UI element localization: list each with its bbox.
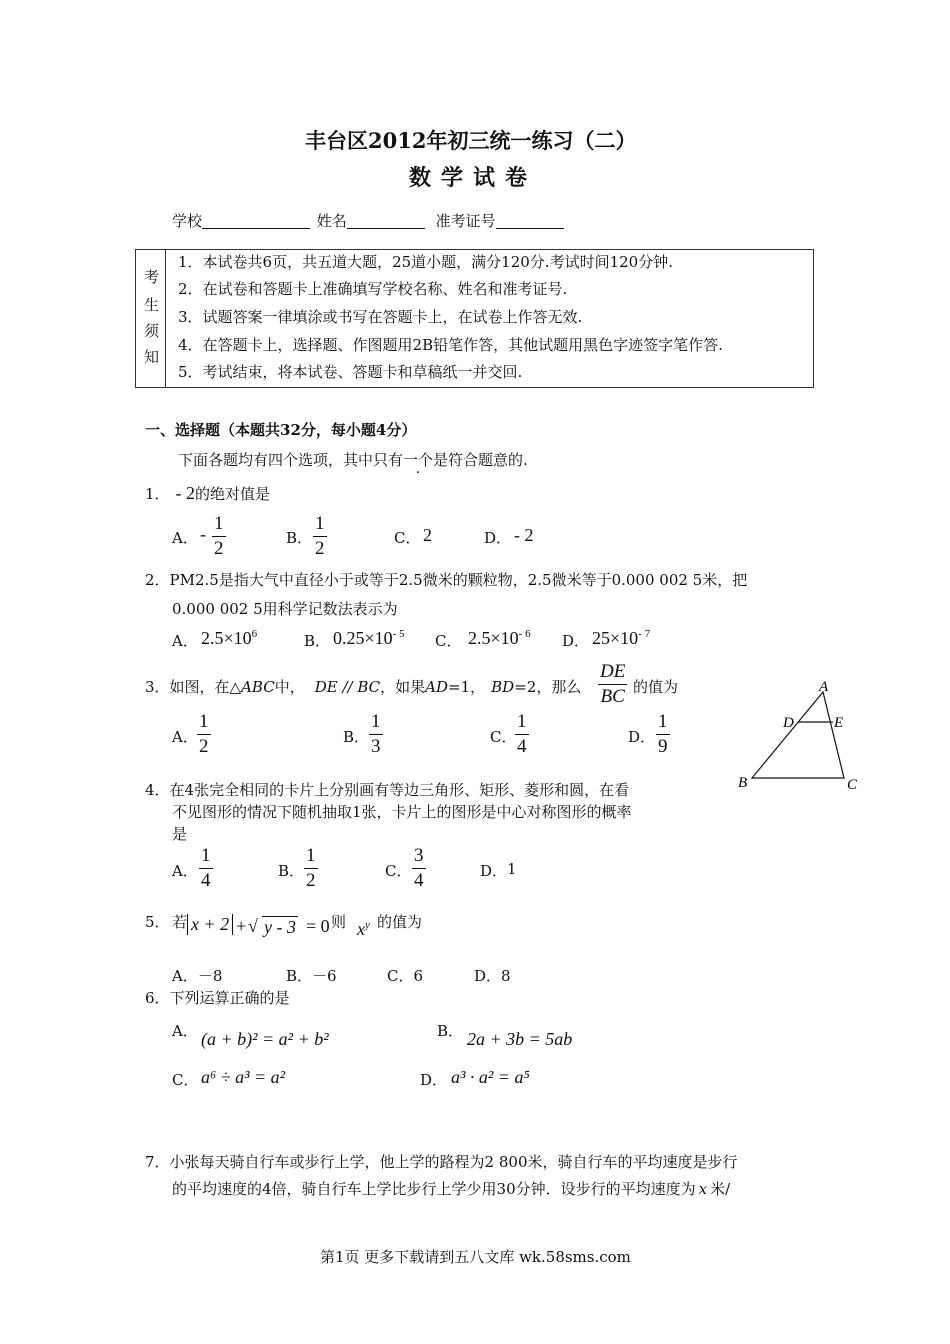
fraction-numerator: 1: [315, 513, 325, 534]
q2-b-base: 0.25×10: [333, 628, 393, 648]
q5-ruo: 若: [172, 913, 188, 931]
notice-side-char: 生: [144, 296, 160, 314]
q7-line2: [172, 1178, 730, 1199]
q3-bd: BD: [491, 678, 515, 696]
q5-option-a: A．－8: [172, 967, 223, 985]
q5-power: [357, 919, 370, 940]
q3-text: 如图，在△: [169, 678, 242, 696]
q2-label-c: C．: [435, 632, 462, 650]
notice-item: 2．在试卷和答题卡上准确填写学校名称、姓名和准考证号.: [178, 280, 568, 298]
q6-d-expr: a³ · a² = a⁵: [451, 1067, 530, 1087]
q2-number: 2．: [145, 571, 170, 589]
notice-side-char: 知: [144, 348, 160, 366]
notice-side-column: [136, 250, 166, 387]
q5-sqrt-sign: √: [248, 916, 258, 936]
q1-stem: [145, 483, 270, 504]
fraction-denominator: 9: [658, 735, 668, 757]
q2-label-d: D．: [562, 632, 590, 650]
point-label-c: C: [847, 777, 858, 793]
q2-d-value: [592, 628, 650, 649]
triangle-figure: [735, 675, 865, 795]
q2-label-b: B．: [304, 632, 331, 650]
q3-label-b: B．: [343, 728, 370, 746]
q7-variable: x: [698, 1180, 708, 1198]
q3-stem: [145, 676, 581, 697]
triangle-abc: [752, 692, 844, 778]
q4-line3: 是: [172, 825, 188, 843]
q1-b-fraction: [313, 513, 327, 560]
q2-text: PM2.5是指大气中直径小于或等于2.5微米的颗粒物，2.5微米等于0.000 002 5米，把: [169, 571, 748, 589]
q2-line1: [145, 569, 747, 590]
fraction-denominator: 3: [371, 735, 381, 757]
q5-sqrt-expr: y - 3: [264, 917, 296, 937]
fraction-denominator: BC: [600, 685, 625, 707]
fraction-numerator: 1: [199, 711, 209, 732]
q3-text: ，如果: [380, 678, 426, 696]
q5-equals: = 0: [306, 916, 330, 936]
notice-item: 3．试题答案一律填涂或书写在答题卡上，在试卷上作答无效.: [178, 308, 583, 326]
q4-label-a: A．: [172, 862, 198, 880]
q3-label-c: C．: [490, 728, 517, 746]
notice-item: 4．在答题卡上，选择题、作图题用2B铅笔作答，其他试题用黑色字迹签字笔作答.: [178, 336, 723, 354]
school-label: 学校: [172, 212, 203, 230]
q7-text: 小张每天骑自行车或步行上学，他上学的路程为2 800米，骑自行车的平均速度是步行: [169, 1153, 738, 1171]
q6-b-expr: 2a + 3b = 5ab: [467, 1029, 573, 1049]
q5-option-c: C．6: [387, 967, 424, 985]
name-label: 姓名: [316, 212, 347, 230]
q1-d-value: - 2: [514, 525, 534, 545]
q3-label-a: A．: [172, 728, 198, 746]
q1-label-c: C．: [394, 529, 421, 547]
q5-ze: 则: [331, 913, 347, 931]
q2-a-base: 2.5×10: [201, 628, 252, 648]
intro-emphasis: 一个: [403, 451, 434, 469]
q6-a-expr: (a + b)² = a² + b²: [201, 1029, 329, 1049]
fraction-numerator: 1: [371, 711, 381, 732]
q5-option-b: B．－6: [286, 967, 337, 985]
intro-text: 下面各题均有四个选项，其中只有: [178, 451, 404, 469]
point-label-d: D: [783, 715, 794, 731]
point-label-e: E: [834, 715, 844, 731]
fraction-denominator: 2: [306, 869, 316, 891]
exam-subtitle: 数学试卷: [409, 165, 538, 191]
notice-side-char: 须: [144, 322, 160, 340]
q2-b-exp: - 5: [392, 628, 405, 640]
q2-d-exp: - 7: [638, 628, 651, 640]
q2-line2: 0.000 002 5用科学记数法表示为: [172, 600, 398, 618]
q1-label-b: B．: [286, 529, 313, 547]
q2-d-base: 25×10: [592, 628, 639, 648]
q4-a-fraction: [199, 845, 213, 892]
fraction-numerator: 1: [214, 513, 224, 534]
fraction-numerator: 1: [658, 711, 668, 732]
q3-b-fraction: [369, 711, 383, 758]
point-label-b: B: [738, 775, 748, 791]
fraction-numerator: 3: [414, 845, 424, 866]
q1-c-value: 2: [423, 525, 432, 545]
point-label-a: A: [819, 679, 829, 695]
intro-text: 是符合题意的.: [433, 451, 528, 469]
fraction-denominator: 2: [214, 537, 224, 559]
q1-a-fraction: [212, 513, 226, 560]
q2-a-value: [201, 628, 257, 649]
fraction-numerator: 1: [517, 711, 527, 732]
q6-label-b: B．: [437, 1022, 464, 1040]
q6-label-c: C．: [172, 1071, 199, 1089]
q2-c-value: [468, 628, 531, 649]
q4-label-c: C．: [385, 862, 412, 880]
q1-a-sign: -: [200, 524, 206, 544]
q3-stem-fraction: [598, 661, 627, 708]
q4-line1: [145, 779, 629, 800]
section1-intro: [178, 449, 528, 470]
fraction-numerator: 1: [201, 845, 211, 866]
q6-text: 下列运算正确的是: [169, 989, 290, 1007]
q4-line2: 不见图形的情况下随机抽取1张，卡片上的图形是中心对称图形的概率: [172, 803, 632, 821]
q3-ad-value: =1，: [448, 678, 486, 696]
q3-label-d: D．: [628, 728, 656, 746]
q7-text: 的平均速度的4倍，骑自行车上学比步行上学少用30分钟．设步行的平均速度为: [172, 1180, 696, 1198]
q4-number: 4．: [145, 781, 170, 799]
q3-bd-value: =2，那么: [514, 678, 582, 696]
notice-side-char: 考: [144, 268, 160, 286]
q4-label-b: B．: [278, 862, 305, 880]
q3-parallel: DE // BC: [314, 678, 381, 696]
q5-exp-y: y: [365, 919, 370, 931]
fraction-numerator: 1: [306, 845, 316, 866]
school-blank: [202, 213, 310, 229]
fraction-denominator: 4: [414, 869, 424, 891]
fraction-denominator: 2: [199, 735, 209, 757]
fraction-numerator: DE: [600, 661, 626, 682]
q6-stem: [145, 987, 290, 1008]
fraction-denominator: 4: [517, 735, 527, 757]
q1-label-a: A．: [172, 529, 198, 547]
exam-id-label: 准考证号: [435, 212, 496, 230]
q2-a-exp: 6: [251, 628, 258, 640]
exam-title: 丰台区2012年初三统一练习（二）: [305, 128, 637, 153]
q4-c-fraction: [412, 845, 426, 892]
fraction-denominator: 4: [201, 869, 211, 891]
notice-item: 5．考试结束，将本试卷、答题卡和草稿纸一并交回.: [178, 363, 523, 381]
fraction-denominator: 2: [315, 537, 325, 559]
q2-c-exp: - 6: [518, 628, 531, 640]
q5-plus: +: [236, 916, 247, 936]
q2-b-value: [333, 628, 405, 649]
q5-text: 的值为: [377, 913, 423, 931]
q3-a-fraction: [197, 711, 211, 758]
info-line: [172, 210, 564, 231]
q7-number: 7．: [145, 1153, 170, 1171]
q2-label-a: A．: [172, 632, 198, 650]
q1-text: 的绝对值是: [195, 485, 271, 503]
q6-label-d: D．: [420, 1071, 448, 1089]
q7-line1: [145, 1151, 738, 1172]
q6-number: 6．: [145, 989, 170, 1007]
q4-label-d: D．: [480, 862, 508, 880]
q4-d-value: 1: [507, 860, 517, 878]
notice-box: [135, 249, 814, 388]
q7-text: 米/: [710, 1180, 731, 1198]
q4-b-fraction: [304, 845, 318, 892]
q3-c-fraction: [515, 711, 529, 758]
q6-c-expr: a⁶ ÷ a³ = a²: [201, 1067, 286, 1087]
q4-text: 在4张完全相同的卡片上分别画有等边三角形、矩形、菱形和圆，在看: [169, 781, 630, 799]
q1-label-d: D．: [484, 529, 512, 547]
q3-ad: AD: [425, 678, 449, 696]
q3-text: 中，: [274, 678, 305, 696]
page-footer: 第1页 更多下载请到五八文库 wk.58sms.com: [320, 1248, 631, 1266]
name-blank: [347, 213, 425, 229]
q5-number: 5．: [145, 913, 170, 931]
q5-base-x: x: [357, 919, 365, 939]
q5-abs-expr: x + 2: [187, 914, 233, 935]
notice-item: 1．本试卷共6页，共五道大题，25道小题，满分120分.考试时间120分钟.: [178, 253, 673, 271]
q5-option-d: D．8: [474, 967, 511, 985]
q3-abc: ABC: [241, 678, 275, 696]
q1-expr: - 2: [175, 483, 196, 503]
section1-heading: 一、选择题（本题共32分，每小题4分）: [145, 421, 417, 439]
q2-c-base: 2.5×10: [468, 628, 519, 648]
exam-id-blank: [496, 213, 564, 229]
q3-stem-end: 的值为: [633, 678, 679, 696]
q1-number: 1．: [145, 485, 170, 503]
q6-label-a: A．: [172, 1022, 198, 1040]
q3-d-fraction: [656, 711, 670, 758]
q3-number: 3．: [145, 678, 170, 696]
